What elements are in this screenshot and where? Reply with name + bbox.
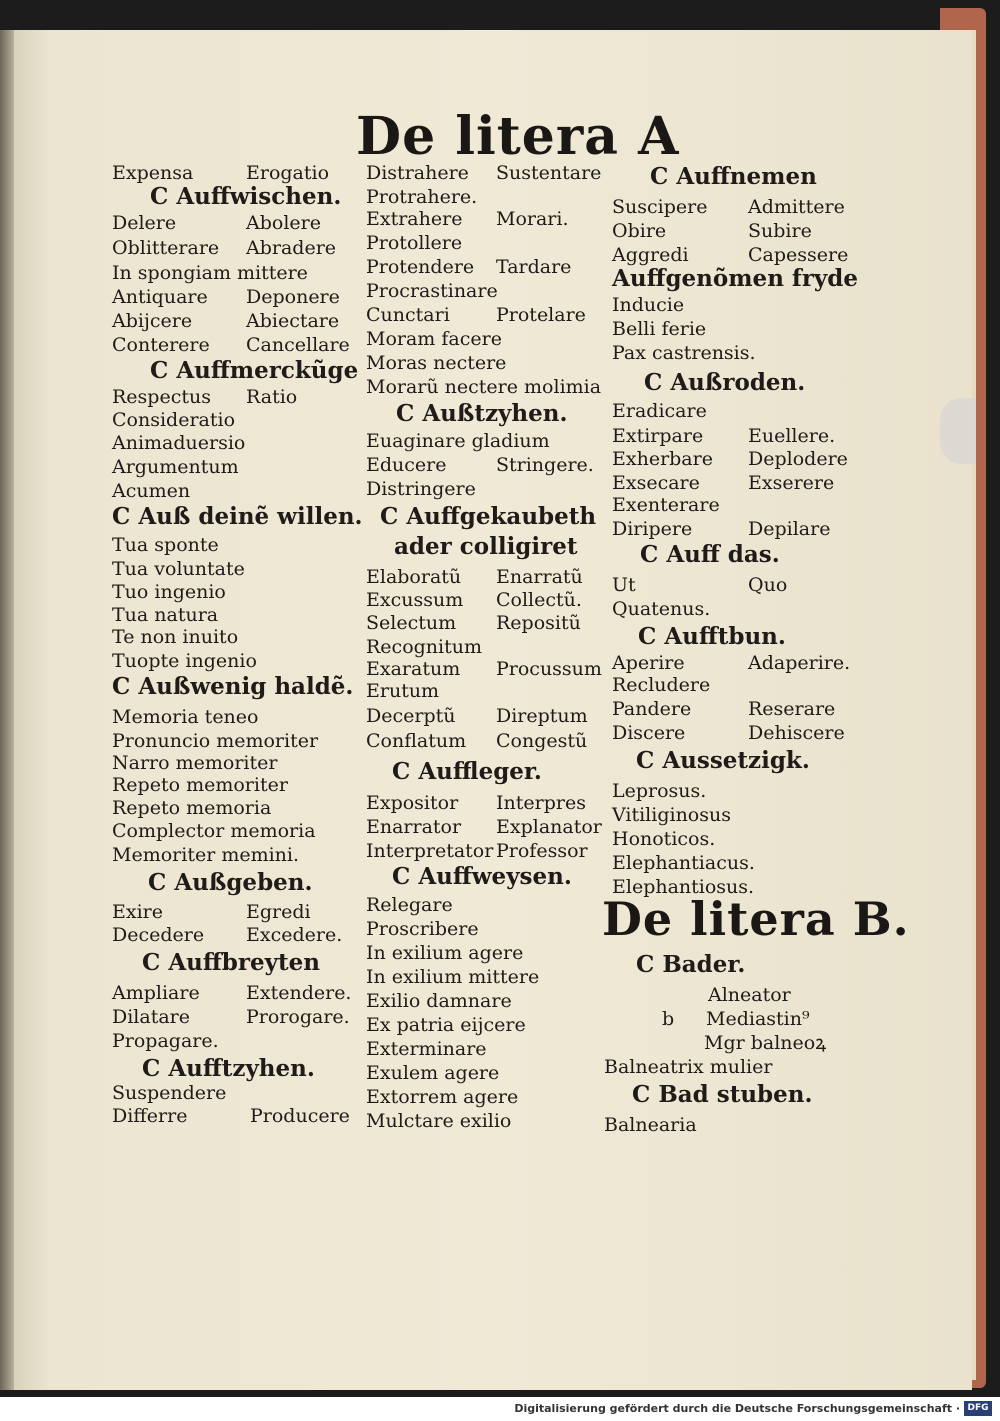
entry-word: Diripere bbox=[612, 518, 693, 540]
entry-word: Selectum bbox=[366, 612, 457, 634]
entry-word: Tua voluntate bbox=[112, 558, 245, 580]
entry-word: Direptum bbox=[496, 705, 588, 727]
entry-word: Argumentum bbox=[112, 456, 239, 478]
entry-word: Protollere bbox=[366, 232, 463, 254]
entry-word: Recludere bbox=[612, 674, 711, 696]
entry-word: Stringere. bbox=[496, 454, 594, 476]
entry-word: Eradicare bbox=[612, 400, 707, 422]
book-gutter bbox=[0, 30, 14, 1390]
entry-heading: C Auffwischen. bbox=[150, 183, 342, 210]
entry-word: Consideratio bbox=[112, 409, 236, 431]
entry-word: Relegare bbox=[366, 894, 453, 916]
entry-word: Discere bbox=[612, 722, 686, 744]
entry-heading: C Aufftbun. bbox=[638, 623, 786, 650]
entry-heading: C Außgeben. bbox=[148, 869, 313, 896]
entry-word: Capessere bbox=[748, 244, 849, 266]
footer-bar bbox=[0, 1397, 1000, 1421]
entry-word: Conflatum bbox=[366, 730, 467, 752]
entry-word: Extrahere bbox=[366, 208, 463, 230]
entry-word: Distrahere bbox=[366, 162, 469, 184]
entry-word: Expositor bbox=[366, 792, 459, 814]
entry-heading: C Außroden. bbox=[644, 369, 806, 396]
entry-word: Honoticos. bbox=[612, 828, 716, 850]
entry-word: Sustentare bbox=[496, 162, 602, 184]
entry-word: Educere bbox=[366, 454, 447, 476]
entry-word: Decerptũ bbox=[366, 705, 456, 727]
entry-word: Admittere bbox=[748, 196, 845, 218]
entry-word: Collectũ. bbox=[496, 589, 582, 611]
entry-word: Exilio damnare bbox=[366, 990, 512, 1012]
entry-word: Congestũ bbox=[496, 730, 588, 752]
entry-word: Vitiliginosus bbox=[612, 804, 731, 826]
entry-word: Elephantiosus. bbox=[612, 876, 755, 898]
heading-litera-b: De litera B. bbox=[602, 892, 910, 946]
entry-word: Abijcere bbox=[112, 310, 193, 332]
entry-word: Elephantiacus. bbox=[612, 852, 755, 874]
entry-heading: Auffgenõmen fryde bbox=[612, 265, 859, 292]
entry-word: Extirpare bbox=[612, 425, 704, 447]
entry-word: Respectus bbox=[112, 386, 211, 408]
entry-word: Deplodere bbox=[748, 448, 848, 470]
entry-heading: ader colligiret bbox=[394, 533, 578, 560]
entry-word: Proscribere bbox=[366, 918, 479, 940]
entry-word: Inducie bbox=[612, 294, 685, 316]
heading-litera-a: De litera A bbox=[356, 106, 680, 167]
entry-word: Cunctari bbox=[366, 304, 450, 326]
entry-word: Enarratũ bbox=[496, 566, 583, 588]
entry-word: Acumen bbox=[112, 480, 191, 502]
entry-word: Delere bbox=[112, 212, 177, 234]
entry-word: Repeto memoriter bbox=[112, 774, 288, 796]
entry-word: Morarũ nectere molimia bbox=[366, 376, 602, 398]
footer-credit: Digitalisierung gefördert durch die Deutsche Forschungsgemeinschaft · bbox=[514, 1402, 960, 1415]
entry-word: Ratio bbox=[246, 386, 298, 408]
entry-word: Excussum bbox=[366, 589, 464, 611]
entry-word: Pandere bbox=[612, 698, 692, 720]
entry-word: Procrastinare bbox=[366, 280, 498, 302]
entry-word: Extorrem agere bbox=[366, 1086, 519, 1108]
entry-word: Excedere. bbox=[246, 924, 343, 946]
entry-word: Exserere bbox=[748, 472, 835, 494]
entry-word: Abolere bbox=[246, 212, 321, 234]
entry-word: Quo bbox=[748, 574, 788, 596]
entry-word: Dehiscere bbox=[748, 722, 845, 744]
entry-word: Moram facere bbox=[366, 328, 502, 350]
entry-word: Alneator bbox=[708, 984, 791, 1006]
entry-word: Euellere. bbox=[748, 425, 836, 447]
entry-word: Dilatare bbox=[112, 1006, 191, 1028]
entry-word: Moras nectere bbox=[366, 352, 507, 374]
entry-word: Ut bbox=[612, 574, 636, 596]
entry-word: Belli ferie bbox=[612, 318, 707, 340]
entry-word: Erogatio bbox=[246, 162, 330, 184]
entry-heading: C Bad stuben. bbox=[632, 1081, 813, 1108]
entry-heading: C Auffleger. bbox=[392, 758, 542, 785]
entry-heading: C Außtzyhen. bbox=[396, 400, 568, 427]
entry-word: Differre bbox=[112, 1105, 188, 1127]
entry-word: Exulem agere bbox=[366, 1062, 500, 1084]
entry-word: Protendere bbox=[366, 256, 475, 278]
entry-heading: C Außwenig haldẽ. bbox=[112, 673, 354, 700]
entry-word: Interpres bbox=[496, 792, 586, 814]
entry-word: Exenterare bbox=[612, 494, 720, 516]
entry-word: Reserare bbox=[748, 698, 836, 720]
entry-word: Protrahere. bbox=[366, 186, 478, 208]
entry-heading: C Auffgekaubeth bbox=[380, 503, 597, 530]
entry-word: Tua natura bbox=[112, 604, 219, 626]
entry-word: Enarrator bbox=[366, 816, 462, 838]
entry-word: Narro memoriter bbox=[112, 752, 278, 774]
entry-word: Repeto memoria bbox=[112, 797, 272, 819]
entry-word: Interpretator bbox=[366, 840, 494, 862]
entry-word: In exilium agere bbox=[366, 942, 524, 964]
entry-word: Egredi bbox=[246, 901, 311, 923]
entry-word: Aperire bbox=[612, 652, 685, 674]
entry-word: Suspendere bbox=[112, 1082, 227, 1104]
entry-heading: C Auß deinẽ willen. bbox=[112, 503, 363, 530]
entry-word: Exherbare bbox=[612, 448, 713, 470]
entry-heading: C Aufftzyhen. bbox=[142, 1055, 315, 1082]
entry-word: Tuo ingenio bbox=[112, 581, 226, 603]
entry-word: Extendere. bbox=[246, 982, 352, 1004]
entry-word: Depilare bbox=[748, 518, 831, 540]
entry-word: Repositũ bbox=[496, 612, 581, 634]
entry-word: Leprosus. bbox=[612, 780, 707, 802]
entry-word: Tua sponte bbox=[112, 534, 219, 556]
dfg-logo: DFG bbox=[964, 1401, 992, 1416]
entry-word: Deponere bbox=[246, 286, 340, 308]
entry-heading: C Auffweysen. bbox=[392, 863, 572, 890]
entry-heading: C Auffbreyten bbox=[142, 949, 320, 976]
entry-heading: C Auffmerckũge bbox=[150, 357, 359, 384]
entry-word: Pax castrensis. bbox=[612, 342, 756, 364]
entry-word: Pronuncio memoriter bbox=[112, 730, 319, 752]
entry-word: Expensa bbox=[112, 162, 194, 184]
entry-word: Recognitum bbox=[366, 636, 482, 658]
entry-word: Ampliare bbox=[112, 982, 200, 1004]
entry-word: Memoriter memini. bbox=[112, 844, 300, 866]
entry-word: Animaduersio bbox=[112, 432, 246, 454]
entry-word: Mulctare exilio bbox=[366, 1110, 512, 1132]
entry-word: Quatenus. bbox=[612, 598, 711, 620]
entry-word: b bbox=[662, 1008, 675, 1030]
entry-word: Aggredi bbox=[612, 244, 689, 266]
entry-heading: C Aussetzigk. bbox=[636, 747, 810, 774]
entry-word: Cancellare bbox=[246, 334, 350, 356]
entry-word: Protelare bbox=[496, 304, 586, 326]
entry-word: Tardare bbox=[496, 256, 572, 278]
entry-word: Propagare. bbox=[112, 1030, 219, 1052]
entry-word: Explanator bbox=[496, 816, 602, 838]
entry-word: Subire bbox=[748, 220, 812, 242]
entry-word: Abiectare bbox=[246, 310, 340, 332]
entry-word: Procussum bbox=[496, 658, 602, 680]
entry-word: Conterere bbox=[112, 334, 210, 356]
entry-word: Suscipere bbox=[612, 196, 708, 218]
entry-word: In spongiam mittere bbox=[112, 262, 308, 284]
entry-word: Obire bbox=[612, 220, 667, 242]
entry-word: Balneatrix mulier bbox=[604, 1056, 773, 1078]
entry-word: Morari. bbox=[496, 208, 569, 230]
entry-word: Producere bbox=[250, 1105, 350, 1127]
entry-word: Adaperire. bbox=[748, 652, 851, 674]
entry-word: Erutum bbox=[366, 680, 440, 702]
entry-word: In exilium mittere bbox=[366, 966, 540, 988]
entry-word: Euaginare gladium bbox=[366, 430, 550, 452]
entry-word: Complector memoria bbox=[112, 820, 316, 842]
entry-word: Exsecare bbox=[612, 472, 700, 494]
entry-word: Antiquare bbox=[112, 286, 208, 308]
entry-word: Ex patria eijcere bbox=[366, 1014, 526, 1036]
entry-word: Distringere bbox=[366, 478, 476, 500]
entry-word: Memoria teneo bbox=[112, 706, 259, 728]
page-tab bbox=[940, 398, 976, 464]
entry-word: Mgr balneoꝝ bbox=[704, 1032, 827, 1054]
entry-word: Exire bbox=[112, 901, 163, 923]
entry-word: Te non inuito bbox=[112, 626, 239, 648]
entry-word: Elaboratũ bbox=[366, 566, 462, 588]
entry-word: Mediastin⁹ bbox=[706, 1008, 810, 1030]
entry-heading: C Bader. bbox=[636, 951, 746, 978]
entry-heading: C Auffnemen bbox=[650, 163, 817, 190]
entry-word: Tuopte ingenio bbox=[112, 650, 257, 672]
entry-word: Exterminare bbox=[366, 1038, 487, 1060]
entry-word: Exaratum bbox=[366, 658, 461, 680]
entry-word: Balnearia bbox=[604, 1114, 697, 1136]
entry-heading: C Auff das. bbox=[640, 541, 780, 568]
entry-word: Abradere bbox=[246, 237, 337, 259]
entry-word: Decedere bbox=[112, 924, 205, 946]
entry-word: Professor bbox=[496, 840, 588, 862]
entry-word: Prorogare. bbox=[246, 1006, 350, 1028]
entry-word: Oblitterare bbox=[112, 237, 220, 259]
